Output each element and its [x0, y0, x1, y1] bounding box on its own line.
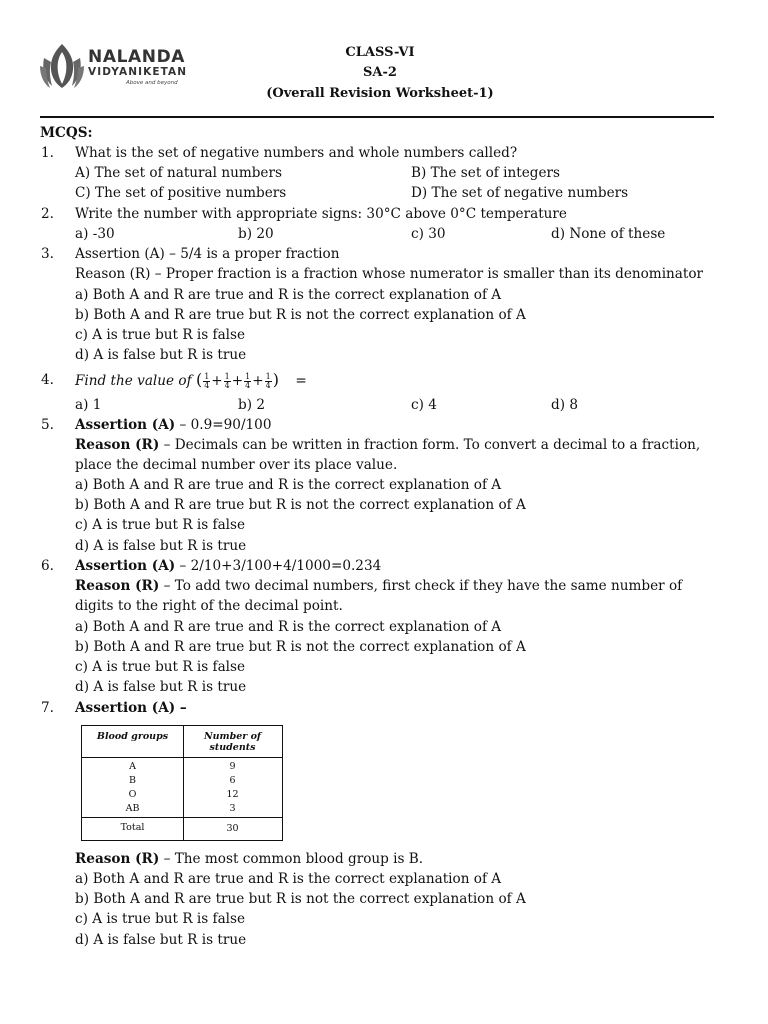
q2-text: Write the number with appropriate signs: 30°C above 0°C temperature — [75, 206, 567, 222]
blood-group-table — [81, 725, 283, 841]
q1-number: 1. — [41, 145, 54, 161]
q1-text: What is the set of negative numbers and whole numbers called? — [75, 145, 518, 161]
table-divider — [82, 817, 282, 818]
fraction: $\frac{1}{4}$ — [224, 372, 230, 390]
class-heading: CLASS-VI — [345, 45, 415, 60]
table-cell-count: 12 — [226, 789, 239, 800]
q6-option-b: b) Both A and R are true but R is not the correct explanation of A — [75, 639, 526, 655]
q2-option-c: c) 30 — [411, 226, 446, 242]
table-header-students: Number of students — [203, 731, 262, 753]
q7-number: 7. — [41, 700, 54, 716]
q4-option-d: d) 8 — [551, 397, 578, 413]
q4-number: 4. — [41, 372, 54, 388]
q6-assertion: Assertion (A) – 2/10+3/100+4/1000=0.234 — [75, 558, 382, 574]
q4-equals: = — [295, 373, 307, 389]
lotus-emblem-icon — [40, 42, 84, 90]
q4-open-paren: ( — [195, 370, 203, 389]
logo-subtitle: VIDYANIKETAN — [88, 66, 188, 78]
q7-reason: Reason (R) – The most common blood group is B. — [75, 851, 424, 867]
q2-option-d: d) None of these — [551, 226, 666, 242]
q7-option-c: c) A is true but R is false — [75, 911, 246, 927]
school-logo — [40, 42, 220, 92]
q6-option-c: c) A is true but R is false — [75, 659, 246, 675]
q7-option-d: d) A is false but R is true — [75, 932, 247, 948]
table-cell-group: O — [128, 789, 137, 800]
q6-number: 6. — [41, 558, 54, 574]
q4-text: Find the value of — [75, 373, 192, 389]
section-heading: MCQS: — [40, 125, 93, 141]
q3-option-d: d) A is false but R is true — [75, 347, 247, 363]
table-cell-group: A — [129, 761, 136, 772]
q3-reason: Reason (R) – Proper fraction is a fraction whose numerator is smaller than its denominator — [75, 266, 704, 282]
q6-reason: Reason (R) – To add two decimal numbers, first check if they have the same number of — [75, 578, 683, 594]
q3-assertion: Assertion (A) – 5/4 is a proper fraction — [75, 246, 340, 262]
q7-option-a: a) Both A and R are true and R is the correct explanation of A — [75, 871, 502, 887]
table-cell-count: 3 — [229, 803, 236, 814]
q4-expression: Find the value of ( $\frac{1}{4}$ + $\frac{1}{4}$ + $\frac{1}{4}$ + $\frac{1}{4}$ ) = — [75, 370, 307, 390]
q5-reason: Reason (R) – Decimals can be written in fraction form. To convert a decimal to a fraction, — [75, 437, 701, 453]
exam-heading: SA-2 — [363, 65, 397, 80]
logo-name: NALANDA — [88, 47, 186, 67]
q5-option-d: d) A is false but R is true — [75, 538, 247, 554]
q3-option-c: c) A is true but R is false — [75, 327, 246, 343]
q1-option-a: A) The set of natural numbers — [75, 165, 282, 181]
fraction: $\frac{1}{4}$ — [204, 372, 210, 390]
q3-option-b: b) Both A and R are true but R is not the correct explanation of A — [75, 307, 526, 323]
q1-option-c: C) The set of positive numbers — [75, 185, 287, 201]
table-total-value: 30 — [226, 823, 239, 834]
q5-option-c: c) A is true but R is false — [75, 517, 246, 533]
logo-tagline: Above and beyond — [126, 80, 178, 86]
q5-reason-line2: place the decimal number over its place value. — [75, 457, 398, 473]
q5-option-a: a) Both A and R are true and R is the correct explanation of A — [75, 477, 502, 493]
q1-option-b: B) The set of integers — [411, 165, 560, 181]
fraction: $\frac{1}{4}$ — [265, 372, 271, 390]
table-divider — [82, 757, 282, 758]
q5-option-b: b) Both A and R are true but R is not the correct explanation of A — [75, 497, 526, 513]
table-cell-count: 6 — [229, 775, 236, 786]
table-total-label: Total — [120, 822, 145, 833]
table-cell-count: 9 — [229, 761, 236, 772]
q6-reason-line2: digits to the right of the decimal point. — [75, 598, 343, 614]
q4-option-a: a) 1 — [75, 397, 102, 413]
q4-option-b: b) 2 — [238, 397, 265, 413]
q7-option-b: b) Both A and R are true but R is not the correct explanation of A — [75, 891, 526, 907]
q4-option-c: c) 4 — [411, 397, 437, 413]
q4-close-paren: ) — [272, 370, 279, 389]
q7-assertion: Assertion (A) – — [75, 700, 187, 716]
q1-option-d: D) The set of negative numbers — [411, 185, 629, 201]
table-cell-group: B — [129, 775, 136, 786]
q5-number: 5. — [41, 417, 54, 433]
q6-option-a: a) Both A and R are true and R is the correct explanation of A — [75, 619, 502, 635]
q2-option-b: b) 20 — [238, 226, 274, 242]
table-header-blood-groups: Blood groups — [96, 731, 169, 742]
q3-number: 3. — [41, 246, 54, 262]
q3-option-a: a) Both A and R are true and R is the correct explanation of A — [75, 287, 502, 303]
fraction: $\frac{1}{4}$ — [245, 372, 251, 390]
worksheet-title: (Overall Revision Worksheet-1) — [266, 86, 494, 101]
q2-number: 2. — [41, 206, 54, 222]
q2-option-a: a) -30 — [75, 226, 115, 242]
header-divider — [40, 116, 714, 118]
q6-option-d: d) A is false but R is true — [75, 679, 247, 695]
table-cell-group: AB — [125, 803, 140, 814]
q5-assertion: Assertion (A) – 0.9=90/100 — [75, 417, 272, 433]
